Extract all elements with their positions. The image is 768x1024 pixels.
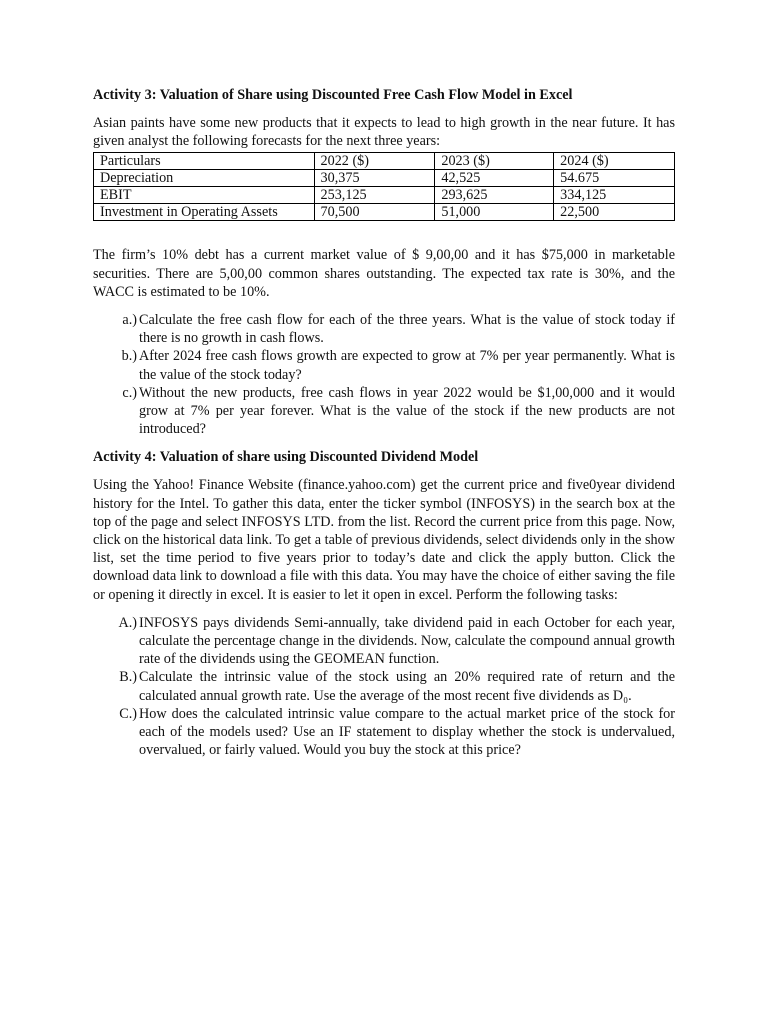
table-cell: 334,125 xyxy=(554,187,675,204)
table-cell: 293,625 xyxy=(435,187,554,204)
list-marker: c.) xyxy=(122,384,137,401)
table-header-cell: 2023 ($) xyxy=(435,153,554,170)
table-row xyxy=(94,204,675,221)
activity3-heading: Activity 3: Valuation of Share using Discounted Free Cash Flow Model in Excel xyxy=(93,87,573,103)
firm-paragraph: The firm’s 10% debt has a current market value of $ 9,00,00 and it has $75,000 in marketable securities. There are 5,00,00 common shares outstanding. The expected tax rate is 30%, and the WACC is estimated to be 10%. xyxy=(93,247,675,300)
list-item xyxy=(93,614,675,669)
list-item xyxy=(93,347,675,383)
activity4-paragraph: Using the Yahoo! Finance Website (finance.yahoo.com) get the current price and five0year dividend history for the Intel. To gather this data, enter the ticker symbol (INFOSYS) in the search box at the top of the page and select INFOSYS LTD. from the list. Record the current price from this page. Now, click on the historical data link. To get a table of previous dividends, select dividends only in the show list, set the time period to five years prior to today’s date and click the apply button. Click the download data link to download a file with this data. You may have the choice of either saving the file or opening it directly in excel. It is easier to let it open in excel. Perform the following tasks: xyxy=(93,477,675,603)
list-item xyxy=(93,384,675,439)
list-item xyxy=(93,311,675,347)
list-item-text: Calculate the intrinsic value of the stock using an 20% required rate of return and the calculated annual growth rate. Use the average of the most recent five dividends as D₀. xyxy=(139,669,675,704)
table-row xyxy=(94,187,675,204)
table-header-cell: Particulars xyxy=(94,153,315,170)
list-item-text: After 2024 free cash flows growth are expected to grow at 7% per year permanently. What is the value of the stock today? xyxy=(139,348,675,383)
table-cell: 253,125 xyxy=(314,187,435,204)
activity3-questions xyxy=(93,311,675,438)
list-marker: A.) xyxy=(118,614,137,631)
table-header-cell: 2022 ($) xyxy=(314,153,435,170)
list-item-text: INFOSYS pays dividends Semi-annually, take dividend paid in each October for each year, calculate the percentage change in the dividends. Now, calculate the compound annual growth rate of the dividends using the GEOMEAN function. xyxy=(139,614,675,668)
activity4-heading: Activity 4: Valuation of share using Discounted Dividend Model xyxy=(93,449,479,466)
list-item xyxy=(93,705,675,760)
forecast-table xyxy=(93,152,675,221)
document-page xyxy=(93,86,675,769)
table-cell: 30,375 xyxy=(314,170,435,187)
table-cell: 54.675 xyxy=(554,170,675,187)
list-item-text: How does the calculated intrinsic value compare to the actual market price of the stock for each of the models used? Use an IF statement to display whether the stock is undervalued, overvalued, or fairly valued. Would you buy the stock at this price? xyxy=(139,705,675,759)
table-cell: 42,525 xyxy=(435,170,554,187)
table-cell: EBIT xyxy=(94,187,315,204)
table-cell: 51,000 xyxy=(435,204,554,221)
table-cell: Investment in Operating Assets xyxy=(94,204,315,221)
table-header-row xyxy=(94,153,675,170)
list-item-text: Without the new products, free cash flows in year 2022 would be $1,00,000 and it would grow at 7% per year forever. What is the value of the stock if the new products are not introduced? xyxy=(139,384,675,438)
list-item xyxy=(93,668,675,704)
table-cell: Depreciation xyxy=(94,170,315,187)
list-marker: b.) xyxy=(121,348,137,365)
table-row xyxy=(94,170,675,187)
activity3-intro: Asian paints have some new products that it expects to lead to high growth in the near future. It has given analyst the following forecasts for the next three years: xyxy=(93,115,675,150)
table-cell: 22,500 xyxy=(554,204,675,221)
list-marker: B.) xyxy=(119,669,137,686)
activity4-tasks xyxy=(93,614,675,760)
table-cell: 70,500 xyxy=(314,204,435,221)
list-marker: C.) xyxy=(119,705,137,722)
list-item-text: Calculate the free cash flow for each of the three years. What is the value of stock today if there is no growth in cash flows. xyxy=(139,312,675,347)
table-header-cell: 2024 ($) xyxy=(554,153,675,170)
list-marker: a.) xyxy=(122,312,137,329)
